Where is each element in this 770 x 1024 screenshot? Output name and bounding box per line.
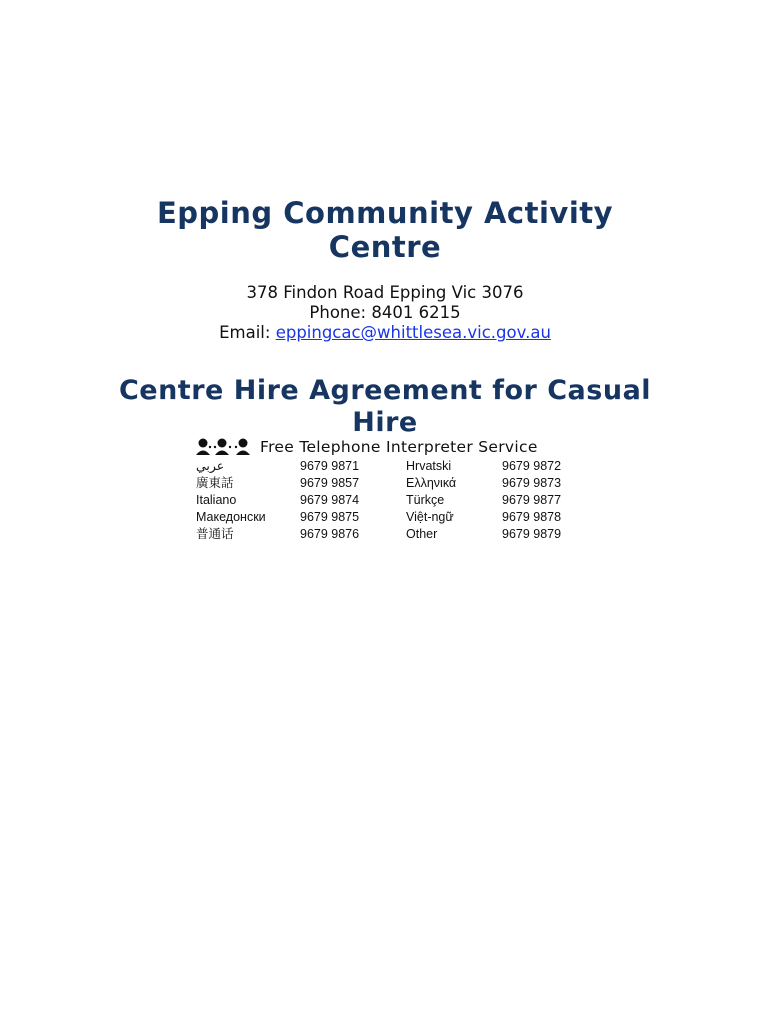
- language-name: Ελληνικά: [406, 476, 457, 490]
- phone-text: Phone: 8401 6215: [309, 303, 461, 322]
- email-link[interactable]: eppingcac@whittlesea.vic.gov.au: [275, 323, 551, 342]
- address-text: 378 Findon Road Epping Vic 3076: [246, 283, 524, 302]
- language-name: 普通话: [196, 527, 234, 541]
- language-phone: 9679 9872: [502, 459, 562, 473]
- language-name: Việt-ngữ: [406, 510, 454, 524]
- language-phone: 9679 9878: [502, 510, 562, 524]
- language-row: [196, 458, 596, 475]
- language-phone: 9679 9875: [300, 510, 360, 524]
- page-title: Epping Community Activity Centre: [156, 196, 614, 264]
- language-phone: 9679 9874: [300, 493, 360, 507]
- language-row: [196, 475, 596, 492]
- language-phone: 9679 9873: [502, 476, 562, 490]
- language-name: 廣東話: [196, 476, 234, 490]
- interpreter-language-table: [196, 458, 596, 543]
- language-phone: 9679 9877: [502, 493, 562, 507]
- language-name: Türkçe: [406, 493, 445, 507]
- section-title: Centre Hire Agreement for Casual Hire: [118, 375, 652, 438]
- email-label: Email:: [219, 323, 276, 342]
- interpreter-header: [196, 436, 596, 458]
- language-phone: 9679 9876: [300, 527, 360, 541]
- language-row: [196, 492, 596, 509]
- people-group-icon: [196, 438, 254, 456]
- language-row: [196, 509, 596, 526]
- language-name: Other: [406, 527, 438, 541]
- interpreter-service-title: Free Telephone Interpreter Service: [260, 438, 538, 456]
- language-name: Македонски: [196, 510, 266, 524]
- contact-block: [100, 283, 670, 343]
- language-phone: 9679 9871: [300, 459, 360, 473]
- language-phone: 9679 9879: [502, 527, 562, 541]
- language-phone: 9679 9857: [300, 476, 360, 490]
- language-name: Hrvatski: [406, 459, 452, 473]
- language-row: [196, 526, 596, 543]
- email-line: [100, 323, 670, 343]
- language-name: Italiano: [196, 493, 237, 507]
- language-name: عربي: [196, 459, 225, 473]
